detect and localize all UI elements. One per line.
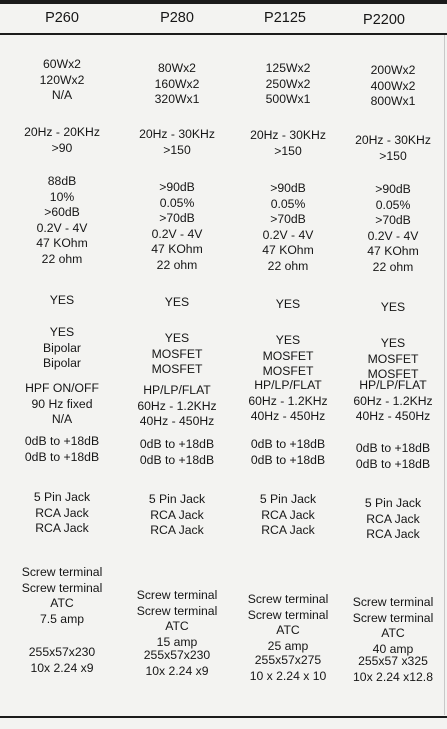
spec-cell-r6-c1: [7, 381, 117, 428]
spec-line: HPF ON/OFF: [25, 381, 99, 395]
spec-line: 160Wx2: [154, 76, 200, 91]
spec-line: 0.05%: [159, 195, 195, 210]
spec-line: 250Wx2: [265, 76, 311, 91]
spec-line: MOSFET: [151, 362, 203, 376]
spec-line: YES: [275, 333, 301, 347]
spec-line: Screw terminal: [352, 595, 434, 609]
spec-line: 0dB to +18dB: [250, 437, 326, 451]
spec-cell-r4-c4: [338, 300, 447, 316]
spec-line: MOSFET: [262, 364, 314, 378]
spec-cell-r10-c4: [338, 654, 447, 685]
spec-cell-r6-c2: [122, 383, 232, 430]
spec-line: 47 KOhm: [367, 244, 419, 258]
spec-line: 0.2V - 4V: [367, 228, 419, 243]
spec-line: YES: [275, 297, 301, 311]
spec-line: 47 KOhm: [262, 243, 314, 257]
spec-line: Bipolar: [43, 340, 81, 355]
spec-line: 800Wx1: [370, 94, 416, 108]
spec-line: 0.2V - 4V: [36, 220, 88, 235]
spec-line: 200Wx2: [370, 63, 416, 77]
spec-line: RCA Jack: [261, 523, 315, 537]
spec-line: 20Hz - 20KHz: [24, 125, 100, 139]
spec-line: RCA Jack: [261, 507, 315, 522]
spec-cell-r6-c4: [338, 378, 447, 425]
model-p260-header: P260: [45, 10, 79, 26]
spec-line: MOSFET: [367, 351, 419, 366]
spec-cell-r1-c3: [233, 61, 343, 108]
spec-line: >70dB: [270, 212, 306, 226]
spec-line: 40Hz - 450Hz: [250, 409, 326, 423]
spec-line: >90dB: [270, 181, 306, 195]
spec-line: 500Wx1: [265, 92, 311, 106]
spec-cell-r2-c1: [7, 125, 117, 156]
spec-cell-r9-c4: [338, 595, 447, 657]
spec-line: RCA Jack: [35, 521, 89, 535]
spec-cell-r3-c2: [122, 180, 232, 273]
spec-cell-r2-c2: [122, 127, 232, 158]
spec-line: >150: [163, 142, 191, 157]
spec-cell-r8-c4: [338, 496, 447, 543]
spec-line: 10x 2.24 x12.8: [353, 669, 433, 684]
spec-line: YES: [49, 293, 75, 307]
spec-line: 255x57x275: [254, 653, 322, 667]
spec-line: 10x 2.24 x9: [30, 660, 94, 675]
spec-line: 255x57 x325: [358, 654, 428, 668]
model-p2200-header: P2200: [363, 12, 405, 28]
bottom-rule: [0, 716, 447, 718]
spec-line: N/A: [51, 88, 73, 102]
spec-line: Screw terminal: [247, 607, 329, 622]
spec-line: 40Hz - 450Hz: [355, 409, 431, 423]
spec-cell-r6-c3: [233, 378, 343, 425]
spec-cell-r5-c1: [7, 325, 117, 372]
spec-line: MOSFET: [367, 367, 419, 381]
spec-line: >70dB: [159, 211, 195, 225]
model-p2125-header: P2125: [264, 10, 306, 26]
spec-line: 40Hz - 450Hz: [139, 414, 215, 428]
spec-line: RCA Jack: [366, 527, 420, 541]
spec-line: 60Hz - 1.2KHz: [137, 398, 217, 413]
spec-line: Bipolar: [43, 356, 81, 370]
spec-line: 0dB to +18dB: [139, 452, 215, 467]
spec-line: HP/LP/FLAT: [254, 378, 322, 392]
spec-line: >150: [379, 148, 407, 163]
spec-line: 5 Pin Jack: [33, 490, 91, 504]
spec-cell-r10-c3: [233, 653, 343, 684]
spec-cell-r2-c4: [338, 133, 447, 164]
spec-cell-r1-c1: [7, 57, 117, 104]
spec-line: YES: [164, 295, 190, 309]
spec-line: >90dB: [159, 180, 195, 194]
spec-cell-r7-c1: [7, 434, 117, 465]
spec-cell-r3-c4: [338, 182, 447, 275]
spec-line: 320Wx1: [154, 92, 200, 106]
spec-line: 15 amp: [156, 634, 198, 649]
spec-line: HP/LP/FLAT: [143, 383, 211, 397]
spec-cell-r9-c3: [233, 592, 343, 654]
spec-line: 47 KOhm: [36, 236, 88, 250]
spec-line: N/A: [51, 412, 73, 426]
spec-line: RCA Jack: [150, 523, 204, 537]
spec-line: 0.05%: [375, 197, 411, 212]
spec-line: Screw terminal: [352, 610, 434, 625]
spec-line: 255x57x230: [143, 648, 211, 662]
spec-line: Screw terminal: [21, 580, 103, 595]
spec-line: 22 ohm: [41, 251, 83, 266]
spec-line: 22 ohm: [156, 257, 198, 272]
spec-cell-r7-c3: [233, 437, 343, 468]
spec-line: >60dB: [44, 205, 80, 219]
spec-line: RCA Jack: [35, 505, 89, 520]
spec-line: 0dB to +18dB: [250, 452, 326, 467]
spec-line: 80Wx2: [158, 61, 196, 75]
spec-cell-r9-c1: [7, 565, 117, 627]
spec-line: 25 amp: [267, 638, 309, 653]
spec-line: 20Hz - 30KHz: [250, 128, 326, 142]
spec-cell-r3-c1: [7, 174, 117, 267]
spec-cell-r5-c4: [338, 336, 447, 383]
spec-line: 60Hz - 1.2KHz: [353, 393, 433, 408]
spec-line: 40 amp: [372, 641, 414, 656]
spec-line: ATC: [276, 623, 300, 637]
spec-cell-r5-c2: [122, 331, 232, 378]
spec-cell-r8-c3: [233, 492, 343, 539]
spec-cell-r8-c1: [7, 490, 117, 537]
spec-cell-r3-c3: [233, 181, 343, 274]
spec-line: 60Hz - 1.2KHz: [248, 393, 328, 408]
spec-line: Screw terminal: [247, 592, 329, 606]
spec-cell-r8-c2: [122, 492, 232, 539]
spec-line: Screw terminal: [136, 588, 218, 602]
spec-line: RCA Jack: [150, 507, 204, 522]
model-header-row: [0, 4, 447, 35]
spec-line: 0.2V - 4V: [262, 227, 314, 242]
spec-line: 400Wx2: [370, 78, 416, 93]
spec-line: 47 KOhm: [151, 242, 203, 256]
spec-cell-r5-c3: [233, 333, 343, 380]
spec-line: 90 Hz fixed: [31, 396, 93, 411]
spec-line: 0dB to +18dB: [355, 441, 431, 455]
spec-line: HP/LP/FLAT: [359, 378, 427, 392]
spec-line: 22 ohm: [372, 259, 414, 274]
spec-line: 0dB to +18dB: [24, 449, 100, 464]
spec-line: 7.5 amp: [39, 611, 85, 626]
spec-cell-r9-c2: [122, 588, 232, 650]
spec-cell-r4-c1: [7, 293, 117, 309]
spec-line: MOSFET: [151, 346, 203, 361]
spec-line: 5 Pin Jack: [364, 496, 422, 510]
spec-line: ATC: [381, 626, 405, 640]
spec-line: 10x 2.24 x9: [145, 663, 209, 678]
spec-line: Screw terminal: [21, 565, 103, 579]
spec-cell-r4-c2: [122, 295, 232, 311]
spec-cell-r7-c2: [122, 437, 232, 468]
spec-cell-r1-c4: [338, 63, 447, 110]
spec-line: >70dB: [375, 213, 411, 227]
spec-line: 20Hz - 30KHz: [139, 127, 215, 141]
spec-cell-r7-c4: [338, 441, 447, 472]
spec-line: ATC: [165, 619, 189, 633]
spec-line: 255x57x230: [28, 645, 96, 659]
spec-line: Screw terminal: [136, 603, 218, 618]
spec-line: 5 Pin Jack: [259, 492, 317, 506]
spec-line: YES: [380, 336, 406, 350]
spec-line: >90dB: [375, 182, 411, 196]
spec-line: 0.2V - 4V: [151, 226, 203, 241]
model-p280-header: P280: [160, 10, 194, 26]
spec-line: 88dB: [47, 174, 77, 188]
spec-line: YES: [49, 325, 75, 339]
spec-line: 0.05%: [270, 196, 306, 211]
spec-line: 120Wx2: [39, 72, 85, 87]
spec-line: MOSFET: [262, 348, 314, 363]
spec-line: YES: [164, 331, 190, 345]
spec-line: >90: [51, 140, 73, 155]
right-edge-rule: [444, 35, 445, 715]
spec-line: >150: [274, 143, 302, 158]
spec-line: 10 x 2.24 x 10: [249, 668, 327, 683]
spec-cell-r10-c1: [7, 645, 117, 676]
spec-line: YES: [380, 300, 406, 314]
spec-line: 125Wx2: [265, 61, 311, 75]
spec-line: 60Wx2: [43, 57, 81, 71]
spec-line: 0dB to +18dB: [24, 434, 100, 448]
spec-line: 10%: [49, 189, 75, 204]
spec-cell-r2-c3: [233, 128, 343, 159]
spec-cell-r1-c2: [122, 61, 232, 108]
spec-cell-r10-c2: [122, 648, 232, 679]
spec-line: 0dB to +18dB: [355, 456, 431, 471]
spec-line: 5 Pin Jack: [148, 492, 206, 506]
spec-line: 20Hz - 30KHz: [355, 133, 431, 147]
spec-line: RCA Jack: [366, 511, 420, 526]
spec-line: 22 ohm: [267, 258, 309, 273]
spec-cell-r4-c3: [233, 297, 343, 313]
spec-line: 0dB to +18dB: [139, 437, 215, 451]
spec-line: ATC: [50, 596, 74, 610]
